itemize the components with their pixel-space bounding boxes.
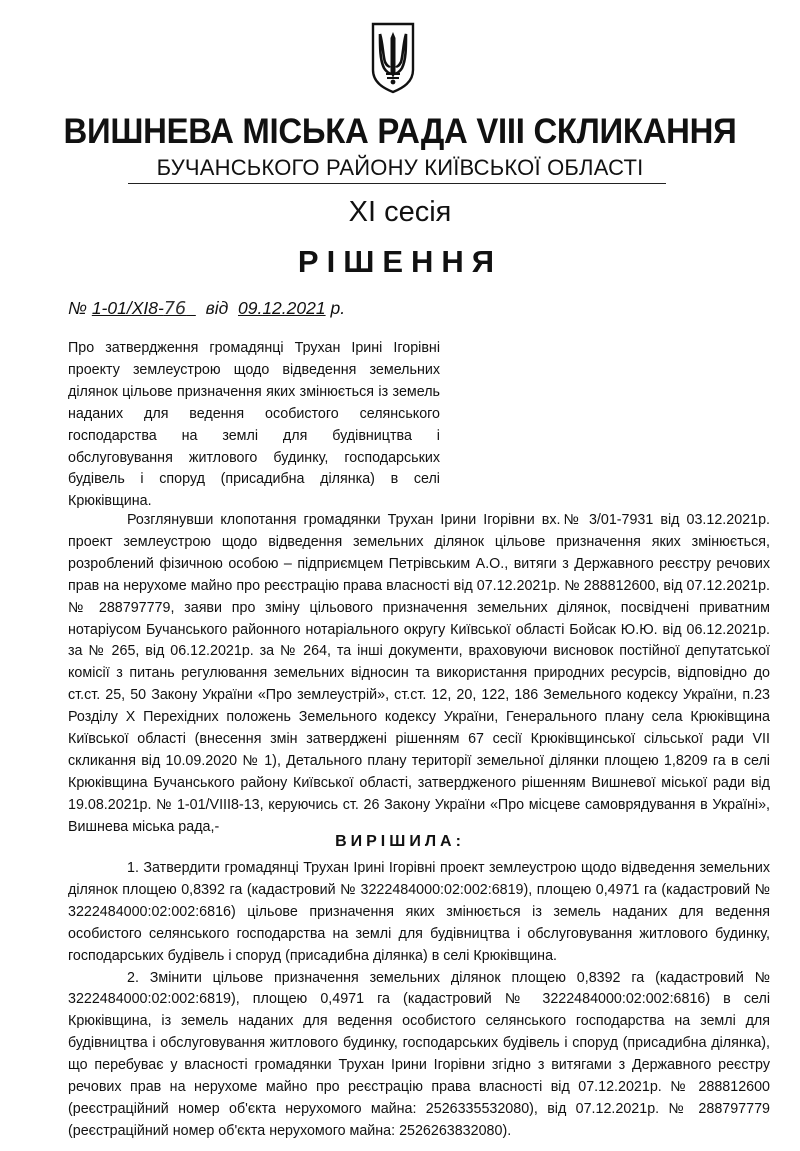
decision-number-handwritten: 76: [163, 299, 187, 319]
preamble-paragraph: Розглянувши клопотання громадянки Трухан Ірини Ігорівни вх.№ 3/01-7931 від 03.12.2021р. проект землеустрою щодо відведення земельних ділянок цільове призначення яких змінюється, розроблений фізичною особою – підприємцем Петрівським А.О., витяги з Державного реєстру речових прав на нерухоме майно про реєстрацію права власності від 07.12.2021р. № 288812600, від 07.12.2021р. № 288797779, заяви про зміну цільового призначення земельних ділянок, посвідчені приватним нотаріусом Бучанського районного нотаріального округу Київської області Бойсак Ю.Ю. від 06.12.2021р. за № 265, від 06.12.2021р. за № 264, та інші документи, враховуючи висновок постійної депутатської комісії з питань регулювання земельних відносин та використання природних ресурсів, відповідно до ст.ст. 25, 50 Закону України «Про землеустрій», ст.ст. 12, 20, 122, 186 Земельного кодексу України, п.23 Розділу X Перехідних положень Земельного кодексу України, Генерального плану села Крюківщина Київської області (внесення змін затверджені рішенням 67 сесії Крюківщинської сільської ради VII скликання від 10.09.2020 № 1), Детального плану території земельної ділянки площею 1,8209 га в селі Крюківщина Бучанського району Київської області, затвердженого рішенням Вишневої міської ради від 19.08.2021р. № 1-01/VIII8-13, керуючись ст. 26 Закону України «Про місцеве самоврядування в Україні», Вишнева міська рада,-: [68, 512, 770, 835]
header-divider: [128, 183, 666, 184]
number-label: №: [68, 298, 87, 318]
date-label: від: [205, 298, 229, 318]
decision-subject: Про затвердження громадянці Трухан Ірині Ігорівні проекту землеустрою щодо відведення земельних ділянок цільове призначення яких змінюється із земель наданих для ведення особистого селянського господарства на землі для будівництва і обслуговування житлового будинку, господарських будівель і споруд (присадибна ділянка) в селі Крюківщина.: [68, 340, 440, 510]
session-label: XI сесія: [348, 196, 452, 228]
document-type-heading: РІШЕННЯ: [297, 244, 503, 279]
decision-number-printed: 1-01/XI8-: [91, 298, 164, 318]
year-suffix: р.: [330, 298, 346, 318]
decision-item-2: 2. Змінити цільове призначення земельних ділянок площею 0,8392 га (кадастровий № 3222484000:02:002:6819), площею 0,4971 га (кадастровий № 3222484000:02:002:6816) в селі Крюківщина, із земель наданих для ведення особистого селянського господарства на землі для будівництва і обслуговування житлового будинку, господарських будівель і споруд (присадибна ділянка), що перебуває у власності громадянки Трухан Ірини Ігорівни згідно з витягами з Державного реєстру речових прав на нерухоме майно про реєстрацію права власності від 07.12.2021р. № 288812600 (реєстраційний номер об'єкта нерухомого майна: 2526335532080), від 07.12.2021р. № 288797779 (реєстраційний номер об'єкта нерухомого майна: 2526263832080).: [68, 969, 770, 1139]
decision-number-line: [68, 298, 345, 319]
trident-emblem-icon: [370, 22, 416, 94]
resolved-heading: ВИРІШИЛА:: [335, 833, 465, 850]
decision-number: [92, 298, 196, 318]
council-title: ВИШНЕВА МІСЬКА РАДА VIII СКЛИКАННЯ: [63, 112, 737, 151]
decision-date: 09.12.2021: [238, 298, 326, 318]
decision-item-1: 1. Затвердити громадянці Трухан Ірині Ігорівні проект землеустрою щодо відведення земельних ділянок площею 0,8392 га (кадастровий № 3222484000:02:002:6819), площею 0,4971 га (кадастровий № 3222484000:02:002:6816) цільове призначення яких змінюється із земель наданих для ведення особистого селянського господарства на землі для будівництва і обслуговування житлового будинку, господарських будівель і споруд (присадибна ділянка) в селі Крюківщина.: [68, 860, 770, 964]
district-subtitle: БУЧАНСЬКОГО РАЙОНУ КИЇВСЬКОЇ ОБЛАСТІ: [156, 155, 644, 180]
decision-items: [68, 858, 770, 1143]
